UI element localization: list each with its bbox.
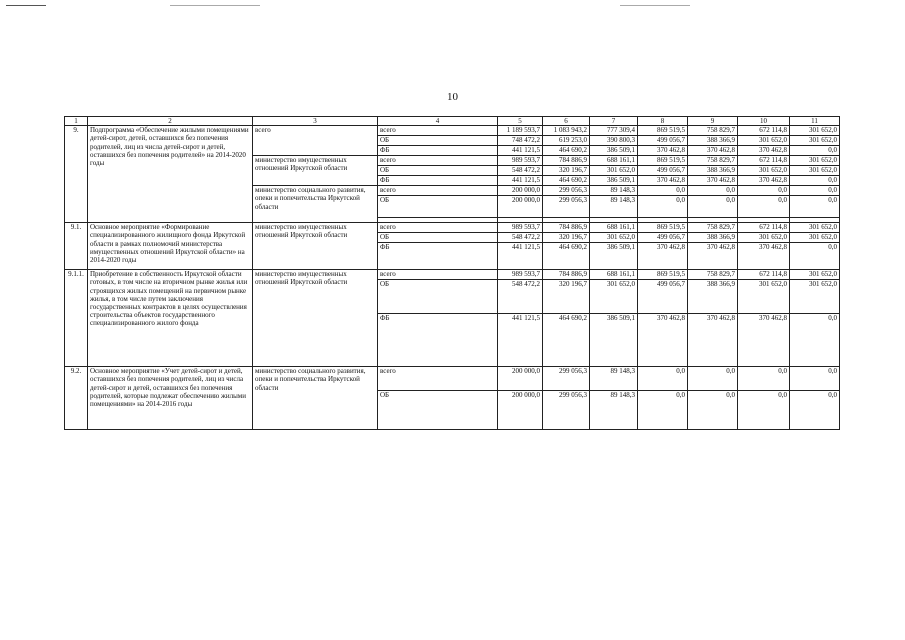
value-cell: 0,0: [790, 367, 840, 391]
value-cell: 869 519,5: [638, 156, 688, 166]
value-cell: 200 000,0: [498, 196, 543, 218]
value-cell: 301 652,0: [790, 136, 840, 146]
column-header: 10: [738, 117, 790, 126]
column-header: 5: [498, 117, 543, 126]
value-cell: 299 056,3: [543, 367, 590, 391]
funding-source: всего: [378, 156, 498, 166]
value-cell: 388 366,9: [688, 166, 738, 176]
value-cell: 672 114,8: [738, 156, 790, 166]
value-cell: 301 652,0: [790, 223, 840, 233]
value-cell: 320 196,7: [543, 166, 590, 176]
budget-table: [64, 116, 840, 430]
value-cell: 784 886,9: [543, 156, 590, 166]
value-cell: 1 189 593,7: [498, 126, 543, 136]
value-cell: 0,0: [790, 146, 840, 156]
value-cell: 0,0: [688, 367, 738, 391]
value-cell: 548 472,2: [498, 166, 543, 176]
funding-source: ФБ: [378, 176, 498, 186]
value-cell: 441 121,5: [498, 176, 543, 186]
value-cell: 548 472,2: [498, 233, 543, 243]
value-cell: 301 652,0: [738, 233, 790, 243]
executor-cell: министерство имущественных отношений Иркутской области: [253, 270, 378, 367]
value-cell: 0,0: [738, 196, 790, 218]
value-cell: 0,0: [688, 391, 738, 430]
value-cell: 441 121,5: [498, 243, 543, 270]
value-cell: 748 472,2: [498, 136, 543, 146]
value-cell: 320 196,7: [543, 233, 590, 243]
value-cell: 301 652,0: [738, 136, 790, 146]
value-cell: 0,0: [688, 196, 738, 218]
executor-cell: министерство имущественных отношений Иркутской области: [253, 156, 378, 186]
scan-artifact: [6, 5, 46, 6]
funding-source: ОБ: [378, 233, 498, 243]
value-cell: 386 509,1: [590, 146, 638, 156]
value-cell: 499 056,7: [638, 280, 688, 314]
value-cell: 758 829,7: [688, 126, 738, 136]
value-cell: 548 472,2: [498, 280, 543, 314]
value-cell: 388 366,9: [688, 233, 738, 243]
value-cell: 758 829,7: [688, 223, 738, 233]
value-cell: 301 652,0: [590, 233, 638, 243]
value-cell: 989 593,7: [498, 270, 543, 280]
value-cell: 0,0: [638, 186, 688, 196]
value-cell: 0,0: [790, 186, 840, 196]
value-cell: 370 462,8: [638, 243, 688, 270]
value-cell: 301 652,0: [790, 166, 840, 176]
column-header: 9: [688, 117, 738, 126]
value-cell: 0,0: [638, 196, 688, 218]
executor-cell: всего: [253, 126, 378, 156]
value-cell: 301 652,0: [790, 233, 840, 243]
funding-source: всего: [378, 270, 498, 280]
value-cell: 301 652,0: [790, 270, 840, 280]
column-header: 1: [65, 117, 88, 126]
value-cell: 0,0: [790, 243, 840, 270]
table-row: [65, 223, 840, 233]
value-cell: 370 462,8: [638, 176, 688, 186]
funding-source: ФБ: [378, 243, 498, 270]
value-cell: 370 462,8: [688, 176, 738, 186]
value-cell: 200 000,0: [498, 186, 543, 196]
value-cell: 386 509,1: [590, 314, 638, 367]
section-number: 9.1.1.: [65, 270, 88, 367]
value-cell: 758 829,7: [688, 156, 738, 166]
funding-source: ОБ: [378, 166, 498, 176]
column-header: 2: [88, 117, 253, 126]
value-cell: 688 161,1: [590, 156, 638, 166]
value-cell: 672 114,8: [738, 223, 790, 233]
value-cell: 0,0: [790, 391, 840, 430]
value-cell: 370 462,8: [738, 146, 790, 156]
value-cell: 869 519,5: [638, 126, 688, 136]
value-cell: 301 652,0: [738, 280, 790, 314]
value-cell: 388 366,9: [688, 136, 738, 146]
value-cell: 370 462,8: [688, 146, 738, 156]
funding-source: ОБ: [378, 136, 498, 146]
value-cell: 299 056,3: [543, 196, 590, 218]
funding-source: ОБ: [378, 280, 498, 314]
value-cell: 619 253,0: [543, 136, 590, 146]
funding-source: всего: [378, 223, 498, 233]
value-cell: 672 114,8: [738, 270, 790, 280]
section-title: Основное мероприятие «Учет детей-сирот и детей, оставшихся без попечения родителей, лиц из числа детей-сирот и детей, оставшихся без попечения родителей, которые подлежат обеспечению жилыми помещениями» на 2014-2016 годы: [88, 367, 253, 430]
value-cell: 370 462,8: [638, 314, 688, 367]
value-cell: 388 366,9: [688, 280, 738, 314]
value-cell: 989 593,7: [498, 156, 543, 166]
value-cell: 301 652,0: [738, 166, 790, 176]
value-cell: 301 652,0: [790, 126, 840, 136]
header-row: [65, 117, 840, 126]
value-cell: 89 148,3: [590, 391, 638, 430]
value-cell: 370 462,8: [738, 176, 790, 186]
executor-cell: министерство социального развития, опеки и попечительства Иркутской области: [253, 186, 378, 223]
funding-source: ФБ: [378, 314, 498, 367]
section-number: 9.2.: [65, 367, 88, 430]
value-cell: 777 309,4: [590, 126, 638, 136]
value-cell: 89 148,3: [590, 196, 638, 218]
scan-artifact: [620, 5, 690, 6]
funding-source: ФБ: [378, 146, 498, 156]
value-cell: 299 056,3: [543, 391, 590, 430]
column-header: 11: [790, 117, 840, 126]
value-cell: 1 083 943,2: [543, 126, 590, 136]
section-title: Основное мероприятие «Формирование специализированного жилищного фонда Иркутской области в рамках полномочий министерства имущественных отношений Иркутской области» на 2014-2020 годы: [88, 223, 253, 270]
table-row: [65, 367, 840, 391]
value-cell: 0,0: [738, 186, 790, 196]
value-cell: 464 690,2: [543, 176, 590, 186]
value-cell: 0,0: [688, 186, 738, 196]
executor-cell: министерство социального развития, опеки и попечительства Иркутской области: [253, 367, 378, 430]
value-cell: 301 652,0: [790, 156, 840, 166]
executor-cell: министерство имущественных отношений Иркутской области: [253, 223, 378, 270]
value-cell: 499 056,7: [638, 233, 688, 243]
value-cell: 370 462,8: [688, 243, 738, 270]
value-cell: 301 652,0: [790, 280, 840, 314]
value-cell: 869 519,5: [638, 270, 688, 280]
section-title: Приобретение в собственность Иркутской области готовых, в том числе на вторичном рынке жилья или строящихся жилых помещений на первичном рынке жилья, в том числе путем заключения государственных контрактов в целях осуществления строительства объектов государственного специализированного жилого фонда: [88, 270, 253, 367]
value-cell: 299 056,3: [543, 186, 590, 196]
value-cell: 499 056,7: [638, 166, 688, 176]
value-cell: 688 161,1: [590, 270, 638, 280]
value-cell: 370 462,8: [688, 314, 738, 367]
funding-source: ОБ: [378, 196, 498, 218]
table-row: [65, 126, 840, 136]
value-cell: 0,0: [790, 176, 840, 186]
scan-artifact: [170, 5, 260, 6]
value-cell: 390 800,3: [590, 136, 638, 146]
column-header: 8: [638, 117, 688, 126]
column-header: 4: [378, 117, 498, 126]
value-cell: 499 056,7: [638, 136, 688, 146]
value-cell: 320 196,7: [543, 280, 590, 314]
column-header: 3: [253, 117, 378, 126]
value-cell: 464 690,2: [543, 314, 590, 367]
value-cell: 464 690,2: [543, 243, 590, 270]
column-header: 6: [543, 117, 590, 126]
value-cell: 0,0: [790, 196, 840, 218]
value-cell: 386 509,1: [590, 176, 638, 186]
value-cell: 370 462,8: [738, 314, 790, 367]
value-cell: 0,0: [738, 391, 790, 430]
value-cell: 784 886,9: [543, 223, 590, 233]
value-cell: 370 462,8: [738, 243, 790, 270]
value-cell: 784 886,9: [543, 270, 590, 280]
value-cell: 672 114,8: [738, 126, 790, 136]
section-number: 9.1.: [65, 223, 88, 270]
value-cell: 386 509,1: [590, 243, 638, 270]
value-cell: 989 593,7: [498, 223, 543, 233]
value-cell: 0,0: [638, 367, 688, 391]
value-cell: 869 519,5: [638, 223, 688, 233]
value-cell: 441 121,5: [498, 146, 543, 156]
value-cell: 301 652,0: [590, 280, 638, 314]
table-row: [65, 270, 840, 280]
value-cell: 89 148,3: [590, 367, 638, 391]
value-cell: 0,0: [738, 367, 790, 391]
value-cell: 0,0: [638, 391, 688, 430]
section-title: Подпрограмма «Обеспечение жилыми помещениями детей-сирот, детей, оставшихся без попечения родителей, лиц из числа детей-сирот и детей, оставшихся без попечения родителей» на 2014-2020 годы: [88, 126, 253, 223]
value-cell: 441 121,5: [498, 314, 543, 367]
value-cell: 758 829,7: [688, 270, 738, 280]
column-header: 7: [590, 117, 638, 126]
value-cell: 200 000,0: [498, 391, 543, 430]
funding-source: всего: [378, 186, 498, 196]
funding-source: всего: [378, 126, 498, 136]
value-cell: 301 652,0: [590, 166, 638, 176]
value-cell: 0,0: [790, 314, 840, 367]
funding-source: всего: [378, 367, 498, 391]
page-number: 10: [447, 91, 458, 103]
funding-source: ОБ: [378, 391, 498, 430]
value-cell: 464 690,2: [543, 146, 590, 156]
value-cell: 89 148,3: [590, 186, 638, 196]
value-cell: 200 000,0: [498, 367, 543, 391]
value-cell: 688 161,1: [590, 223, 638, 233]
section-number: 9.: [65, 126, 88, 223]
value-cell: 370 462,8: [638, 146, 688, 156]
